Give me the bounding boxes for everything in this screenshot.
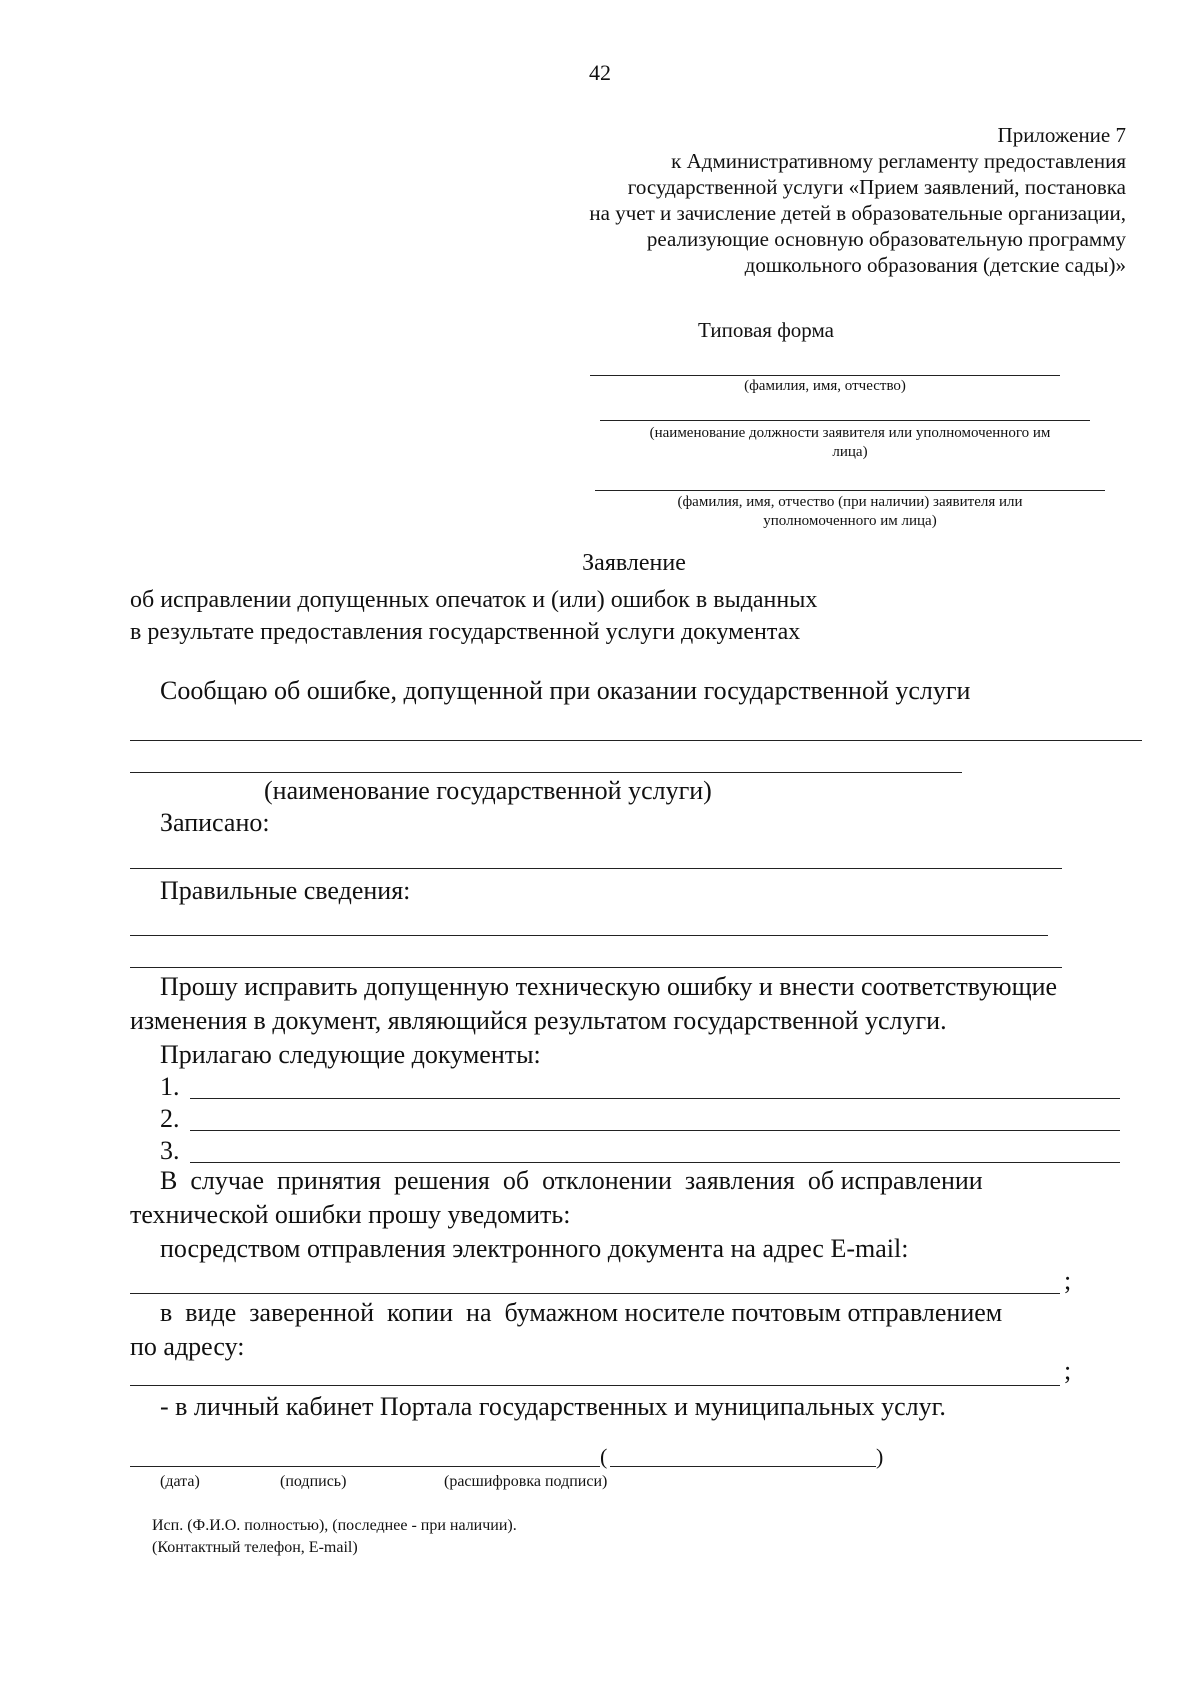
address-input-line[interactable] (130, 1385, 1060, 1386)
date-signature-input-line[interactable] (130, 1466, 600, 1467)
correct-input-line-1[interactable] (130, 935, 1048, 936)
document-title: Заявление (582, 550, 686, 576)
open-paren: ( (600, 1444, 608, 1469)
position-caption-line: лица) (832, 444, 868, 460)
appendix-line: к Административному регламенту предоставления (671, 149, 1126, 173)
applicant-caption-line: (фамилия, имя, отчество (при наличии) заявителя или (677, 494, 1023, 510)
appendix-line: Приложение 7 (997, 123, 1126, 147)
appendix-line: государственной услуги «Прием заявлений, постановка (627, 175, 1126, 199)
service-input-line-2[interactable] (130, 772, 962, 773)
attachment-input-line-1[interactable] (190, 1098, 1120, 1099)
applicant-caption-line: уполномоченного им лица) (763, 513, 937, 529)
attachment-number: 2. (160, 1104, 180, 1133)
document-subtitle (130, 584, 1130, 648)
page-number: 42 (589, 60, 611, 85)
attachment-input-line-3[interactable] (190, 1162, 1120, 1163)
fio-caption: (фамилия, имя, отчество) (744, 378, 906, 394)
applicant-input-line[interactable] (595, 490, 1105, 491)
correct-info-label: Правильные сведения: (160, 876, 411, 905)
request-text-line: изменения в документ, являющийся результатом государственной услуги. (130, 1006, 947, 1035)
fio-input-line[interactable] (590, 375, 1060, 376)
attachment-number: 1. (160, 1072, 180, 1101)
attachments-label: Прилагаю следующие документы: (160, 1040, 541, 1069)
date-caption: (дата) (160, 1473, 200, 1490)
recorded-input-line[interactable] (130, 868, 1062, 869)
applicant-caption (595, 493, 1105, 531)
appendix-line: дошкольного образования (детские сады)» (744, 253, 1126, 277)
semicolon: ; (1064, 1356, 1072, 1385)
form-type-label: Типовая форма (698, 318, 834, 342)
appendix-header (470, 122, 1126, 278)
recorded-label: Записано: (160, 808, 270, 837)
position-caption (595, 424, 1105, 462)
position-input-line[interactable] (600, 420, 1090, 421)
correct-input-line-2[interactable] (130, 967, 1062, 968)
service-caption: (наименование государственной услуги) (264, 776, 712, 805)
notify-text-line: В случае принятия решения об отклонении заявления об исправлении (160, 1166, 983, 1195)
executor-note: Исп. (Ф.И.О. полностью), (последнее - при наличии). (152, 1517, 517, 1534)
close-paren: ) (876, 1444, 884, 1469)
email-option-text: посредством отправления электронного документа на адрес E-mail: (160, 1234, 909, 1263)
email-input-line[interactable] (130, 1293, 1060, 1294)
request-text-line: Прошу исправить допущенную техническую ошибку и внести соответствующие (160, 972, 1058, 1001)
post-option-text: в виде заверенной копии на бумажном носителе почтовым отправлением (160, 1298, 1003, 1327)
signature-caption: (подпись) (280, 1473, 347, 1490)
appendix-line: на учет и зачисление детей в образовательные организации, (589, 201, 1126, 225)
portal-option-text: - в личный кабинет Портала государственных и муниципальных услуг. (160, 1392, 946, 1421)
appendix-line: реализующие основную образовательную программу (646, 227, 1126, 251)
attachment-number: 3. (160, 1136, 180, 1165)
service-input-line-1[interactable] (130, 740, 1142, 741)
subtitle-line: в результате предоставления государственной услуги документах (130, 619, 801, 645)
decoding-input-line[interactable] (610, 1466, 876, 1467)
attachment-input-line-2[interactable] (190, 1130, 1120, 1131)
subtitle-line: об исправлении допущенных опечаток и (или) ошибок в выданных (130, 587, 818, 613)
notify-text-line: технической ошибки прошу уведомить: (130, 1200, 571, 1229)
decoding-caption: (расшифровка подписи) (444, 1473, 608, 1490)
post-option-text: по адресу: (130, 1332, 245, 1361)
contact-note: (Контактный телефон, E-mail) (152, 1539, 358, 1556)
report-error-text: Сообщаю об ошибке, допущенной при оказании государственной услуги (160, 676, 971, 705)
position-caption-line: (наименование должности заявителя или уполномоченного им (649, 425, 1051, 441)
semicolon: ; (1064, 1266, 1072, 1295)
